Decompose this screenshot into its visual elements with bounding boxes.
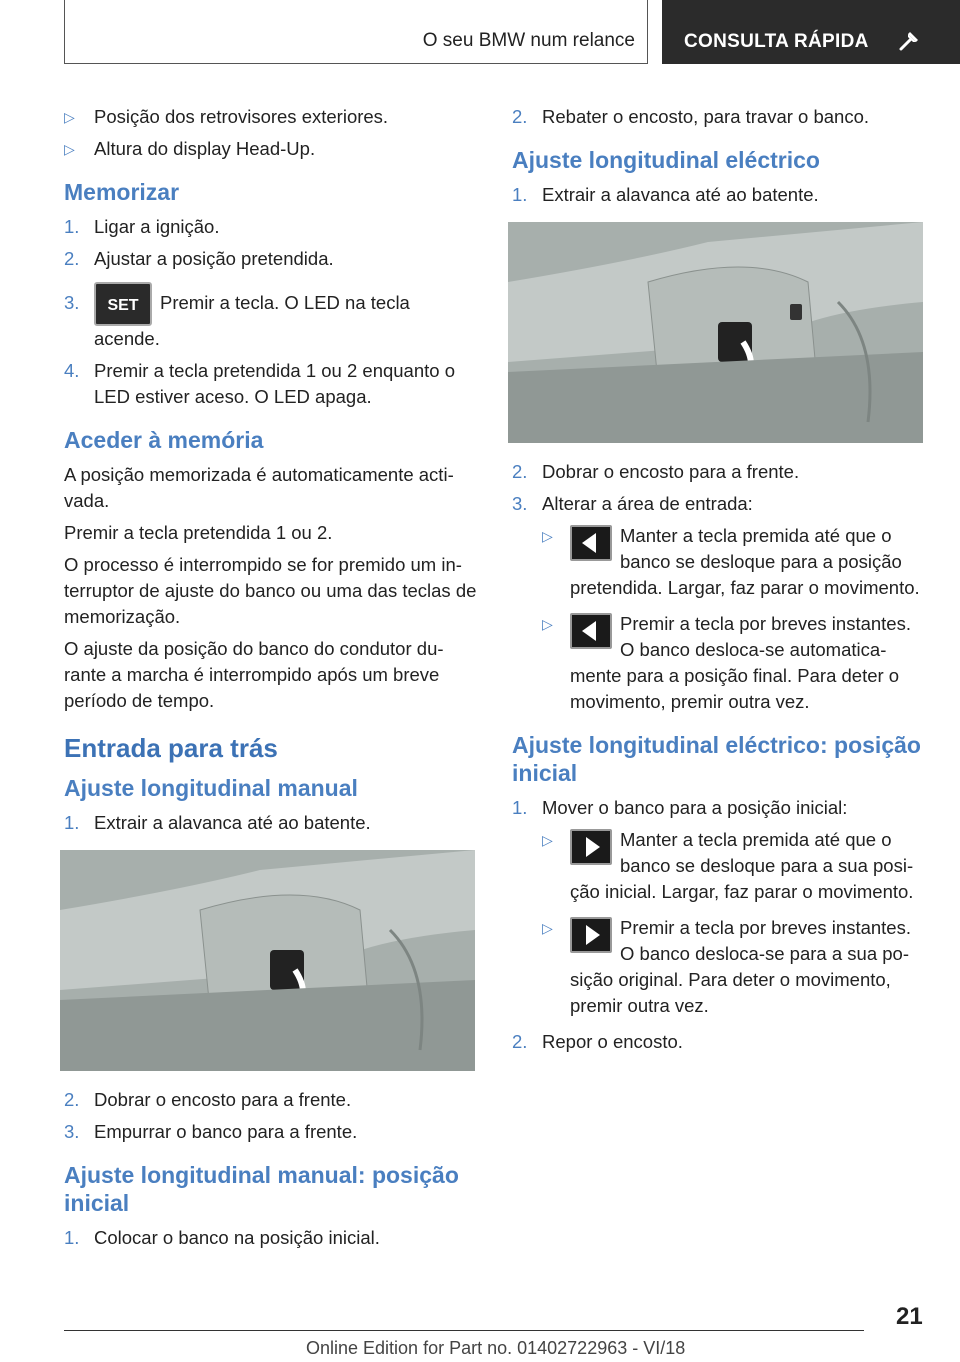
paragraph: Premir a tecla pretendida 1 ou 2.: [64, 522, 333, 543]
list-item: 4. Premir a tecla pretendida 1 ou 2 enquanto o LED estiver aceso. O LED apaga.: [64, 360, 455, 407]
header-chapter-title: CONSULTA RÁPIDA: [684, 31, 869, 52]
arrow-left-key-icon: [570, 525, 612, 561]
header-chapter-tab[interactable]: [662, 0, 960, 64]
list-item: 3. Empurrar o banco para a frente.: [64, 1121, 358, 1142]
heading-memorizar: Memorizar: [64, 179, 180, 205]
paragraph: A posição memorizada é automaticamente activada.: [64, 464, 454, 511]
list-item: 2. Dobrar o encosto para a frente.: [512, 461, 800, 482]
heading-ajuste-electrico-inicial: Ajuste longitudinal eléctrico: posição inicial: [512, 732, 921, 786]
list-item: 2. Ajustar a posição pretendida.: [64, 248, 334, 269]
list-item: 1. Colocar o banco na posição inicial.: [64, 1227, 380, 1248]
list-item: 1. Extrair a alavanca até ao batente.: [64, 812, 371, 833]
right-column: [512, 104, 927, 1061]
header-section-box: [64, 0, 648, 64]
list-item: 1. Mover o banco para a posição inicial:: [512, 797, 848, 818]
footer-divider: [64, 1330, 864, 1331]
arrow-right-key-icon: [570, 829, 612, 865]
sub-bullet-item: ▷ Manter a tecla premida até que o banco se desloque para a posição pretendida. Largar, faz parar o movimento.: [542, 525, 920, 598]
list-item: 2. Rebater o encosto, para travar o banco.: [512, 106, 870, 127]
sub-bullet-item: ▷ Premir a tecla por breves instantes. O banco desloca-se automaticamente para a posição final. Para deter o movimento, premir outra vez.: [542, 613, 911, 712]
list-item: 1. Extrair a alavanca até ao batente.: [512, 184, 819, 205]
set-key-icon: SET: [94, 282, 152, 326]
footer-edition: Online Edition for Part no. 01402722963 - VI/18: [306, 1338, 686, 1358]
tool-icon: [898, 30, 920, 52]
left-column: [64, 104, 479, 1257]
sub-bullet-item: ▷ Premir a tecla por breves instantes. O banco desloca-se para a sua posição original. Para deter o movimento, premir outra vez.: [542, 917, 911, 1016]
page-number: 21: [896, 1303, 923, 1330]
seat-lever-photo: [508, 222, 923, 443]
header-section-title: O seu BMW num relance: [422, 30, 635, 51]
list-item: 1. Ligar a ignição.: [64, 216, 220, 237]
heading-entrada-para-tras: Entrada para trás: [64, 733, 278, 763]
bullet-item: ▷ Altura do display Head-Up.: [64, 138, 316, 159]
paragraph: O ajuste da posição do banco do condutor durante a marcha é interrompido após um breve período de tempo.: [64, 638, 444, 711]
list-item: 2. Dobrar o encosto para a frente.: [64, 1089, 352, 1110]
arrow-right-key-icon: [570, 917, 612, 953]
list-item: 3. SET Premir a tecla. O LED na tecla acende.: [64, 282, 479, 352]
seat-lever-photo: [60, 850, 475, 1071]
list-item: 2. Repor o encosto.: [512, 1031, 683, 1052]
heading-ajuste-manual-inicial: Ajuste longitudinal manual: posição inicial: [64, 1162, 459, 1216]
heading-ajuste-manual: Ajuste longitudinal manual: [64, 775, 358, 801]
arrow-left-key-icon: [570, 613, 612, 649]
bullet-item: ▷ Posição dos retrovisores exteriores.: [64, 106, 389, 127]
heading-ajuste-electrico: Ajuste longitudinal eléctrico: [512, 147, 820, 173]
sub-bullet-item: ▷ Manter a tecla premida até que o banco se desloque para a sua posição inicial. Largar, faz parar o movimento.: [542, 829, 914, 902]
list-item: 3. Alterar a área de entrada:: [512, 493, 753, 514]
heading-aceder-memoria: Aceder à memória: [64, 427, 264, 453]
paragraph: O processo é interrompido se for premido um interruptor de ajuste do banco ou uma das teclas de memorização.: [64, 554, 477, 627]
